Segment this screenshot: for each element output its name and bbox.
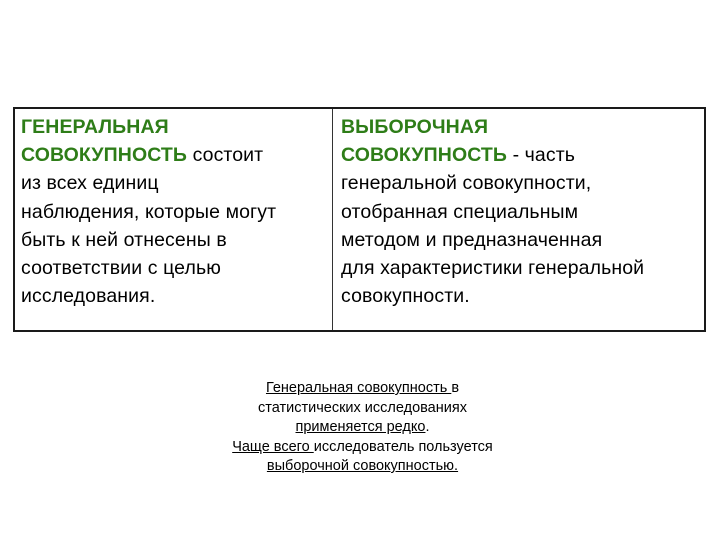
- note-line4-rest: исследователь пользуется: [313, 438, 493, 455]
- general-term-word1: ГЕНЕРАЛЬНАЯ: [21, 116, 169, 138]
- general-term-line2: [21, 141, 332, 169]
- usage-note: [170, 379, 555, 477]
- general-population-cell: [15, 109, 333, 330]
- note-line5-underlined: выборочной совокупностью.: [266, 458, 459, 474]
- note-line3-rest: .: [425, 419, 430, 435]
- general-term-line1: [21, 113, 332, 141]
- note-line3-underlined: применяется редко: [295, 419, 426, 435]
- sample-line2-rest: - часть: [507, 144, 576, 167]
- general-line5: быть к ней отнесены в: [21, 228, 227, 251]
- note-line1: [170, 379, 555, 399]
- sample-term-line1: [341, 113, 704, 141]
- general-line6: соответствии с целью: [21, 257, 221, 280]
- general-term-word2: СОВОКУПНОСТЬ: [21, 144, 188, 167]
- sample-line5: методом и предназначенная: [341, 228, 603, 251]
- sample-line4: отобранная специальным: [341, 200, 579, 223]
- comparison-table: [13, 107, 706, 332]
- note-line1-underlined: Генеральная совокупность: [265, 380, 452, 396]
- sample-population-cell: [333, 109, 704, 330]
- sample-term-word1: ВЫБОРОЧНАЯ: [341, 116, 489, 138]
- general-line7: исследования.: [21, 285, 156, 308]
- sample-line7: совокупности.: [341, 285, 470, 308]
- note-line1-rest: в: [451, 380, 460, 396]
- sample-term-word2: СОВОКУПНОСТЬ: [341, 144, 508, 167]
- general-line2-rest: состоит: [187, 144, 264, 167]
- note-line4: [170, 438, 555, 458]
- sample-line3: генеральной совокупности,: [341, 172, 592, 195]
- sample-line6: для характеристики генеральной: [341, 257, 645, 280]
- sample-term-line2: [341, 141, 704, 169]
- note-line4-underlined: Чаще всего: [232, 438, 314, 455]
- general-line4: наблюдения, которые могут: [21, 200, 277, 223]
- general-line3: из всех единиц: [21, 172, 159, 195]
- note-line3: [170, 418, 555, 438]
- note-line5: [170, 457, 555, 477]
- note-line2: статистических исследованиях: [258, 399, 467, 416]
